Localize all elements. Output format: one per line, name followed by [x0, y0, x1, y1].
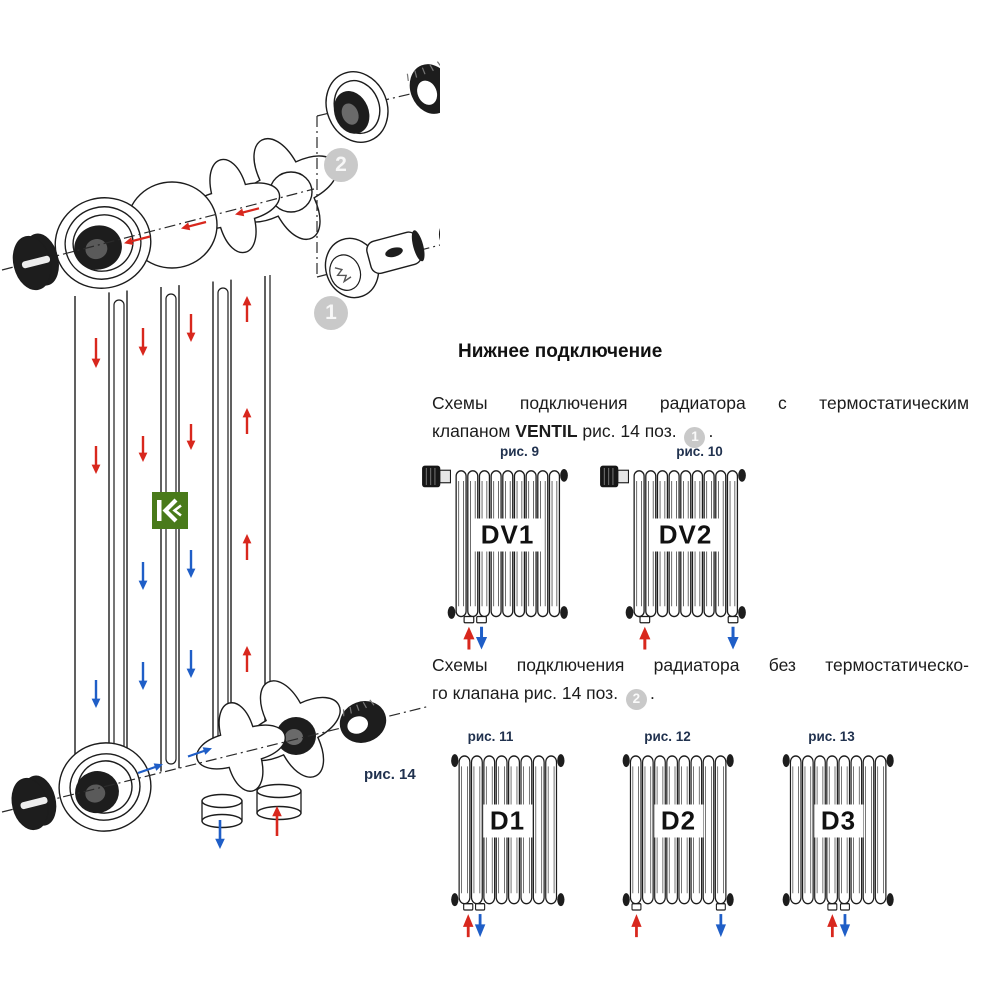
radiator-label: D1 — [483, 805, 532, 838]
paragraph-2 — [432, 651, 969, 710]
paragraph-2-text: . — [649, 683, 655, 703]
main-figure-caption: рис. 14 — [364, 766, 416, 783]
paragraph-1-line-1: Схемы подключения радиатора с термостатическим — [432, 393, 969, 413]
figure-caption: рис. 11 — [467, 729, 514, 744]
figure-ris-9 — [455, 444, 560, 618]
radiator-label: D3 — [814, 805, 863, 838]
figure-ris-12 — [630, 729, 727, 905]
figure-caption: рис. 10 — [676, 444, 723, 459]
callout-1-badge: 1 — [314, 296, 348, 330]
paragraph-2-text: го клапана рис. 14 поз. — [432, 683, 623, 703]
callout-2-badge: 2 — [324, 148, 358, 182]
paragraph-2-line-1: Схемы подключения радиатора без термостатическо- — [432, 655, 969, 675]
section-heading: Нижнее подключение — [458, 341, 663, 362]
figure-caption: рис. 13 — [808, 729, 855, 744]
inline-badge-1: 1 — [684, 427, 705, 448]
radiator-exploded-drawing — [0, 0, 440, 1000]
radiator-figure-drawing — [598, 741, 733, 944]
figure-ris-10 — [633, 444, 738, 618]
radiator-label: DV2 — [652, 519, 720, 552]
radiator-figure-drawing — [758, 741, 893, 944]
paragraph-1 — [432, 389, 969, 448]
paragraph-1-text: клапаном — [432, 421, 516, 441]
paragraph-1-line-2 — [432, 417, 969, 448]
ventil-bold-text: VENTIL — [515, 421, 578, 441]
radiator-label: DV1 — [474, 519, 542, 552]
figure-caption: рис. 12 — [644, 729, 691, 744]
radiator-figure-drawing — [426, 741, 563, 944]
radiator-label: D2 — [654, 805, 703, 838]
paragraph-2-line-2 — [432, 679, 969, 710]
inline-badge-2: 2 — [626, 689, 647, 710]
radiator-figure-drawing — [421, 456, 567, 656]
paragraph-1-text: рис. 14 поз. — [577, 421, 682, 441]
figure-ris-13 — [790, 729, 887, 905]
paragraph-1-text: . — [708, 421, 714, 441]
figure-caption: рис. 9 — [499, 444, 540, 459]
radiator-figure-drawing — [599, 456, 745, 656]
figure-ris-11 — [458, 729, 557, 905]
